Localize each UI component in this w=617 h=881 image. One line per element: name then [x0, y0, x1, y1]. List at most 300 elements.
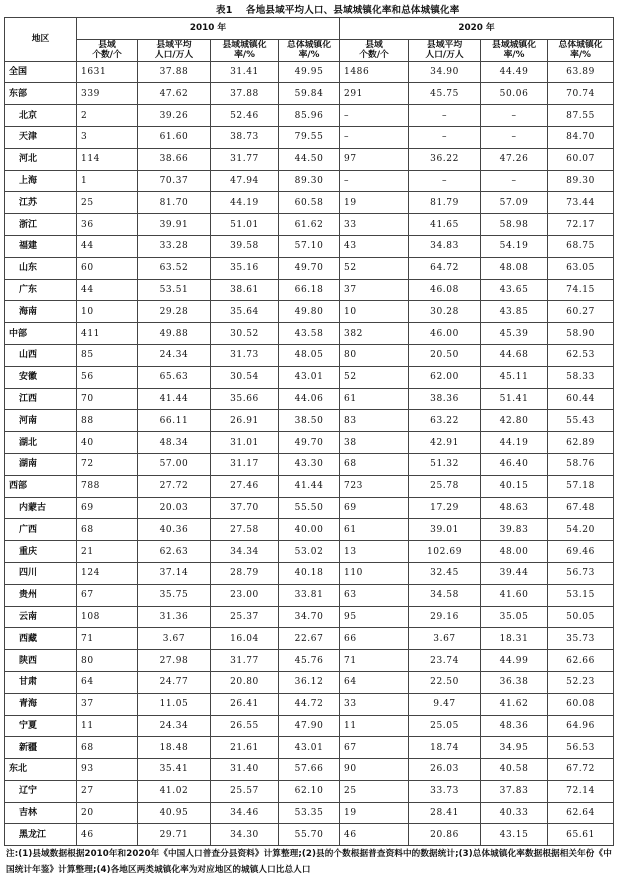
- table-cell: 79.55: [279, 126, 340, 148]
- table-cell: 29.16: [409, 606, 481, 628]
- table-cell: 10: [340, 301, 409, 323]
- table-cell: 36.12: [279, 671, 340, 693]
- table-cell: 68: [340, 453, 409, 475]
- table-cell: 29.28: [138, 301, 211, 323]
- region-name: 甘肃: [5, 671, 77, 693]
- region-name: 山东: [5, 257, 77, 279]
- table-cell: 60.08: [548, 693, 614, 715]
- table-cell: 63.05: [548, 257, 614, 279]
- table-cell: 30.54: [211, 366, 279, 388]
- table-cell: 39.91: [138, 214, 211, 236]
- table-cell: 64.96: [548, 715, 614, 737]
- region-name: 海南: [5, 301, 77, 323]
- header-row-years: [5, 18, 614, 40]
- region-name: 江西: [5, 388, 77, 410]
- table-cell: 37.14: [138, 562, 211, 584]
- table-row: [5, 366, 614, 388]
- table-row: [5, 235, 614, 257]
- region-name: 黑龙江: [5, 824, 77, 846]
- table-cell: 72: [77, 453, 138, 475]
- table-cell: 3.67: [138, 628, 211, 650]
- table-cell: 31.17: [211, 453, 279, 475]
- region-name: 吉林: [5, 802, 77, 824]
- region-name: 西部: [5, 475, 77, 497]
- column-header: [409, 39, 481, 61]
- table-cell: 31.01: [211, 432, 279, 454]
- table-row: [5, 606, 614, 628]
- region-name: 重庆: [5, 541, 77, 563]
- table-cell: 33.73: [409, 780, 481, 802]
- table-row: [5, 759, 614, 781]
- region-name: 内蒙古: [5, 497, 77, 519]
- table-cell: 49.70: [279, 432, 340, 454]
- table-cell: 25.57: [211, 780, 279, 802]
- table-cell: 60.27: [548, 301, 614, 323]
- table-cell: 38.73: [211, 126, 279, 148]
- table-cell: 57.10: [279, 235, 340, 257]
- table-cell: 37.88: [211, 83, 279, 105]
- region-name: 湖北: [5, 432, 77, 454]
- table-cell: 42.91: [409, 432, 481, 454]
- column-header-line: 率/%: [570, 50, 591, 61]
- table-cell: 1: [77, 170, 138, 192]
- table-cell: 16.04: [211, 628, 279, 650]
- column-header: [340, 39, 409, 61]
- table-cell: 49.80: [279, 301, 340, 323]
- table-cell: 40.33: [481, 802, 548, 824]
- table-cell: 26.91: [211, 410, 279, 432]
- column-header-line: 县域: [365, 40, 383, 51]
- table-number: 表1: [216, 5, 233, 16]
- column-header-line: 人口/万人: [154, 50, 194, 61]
- table-cell: 73.44: [548, 192, 614, 214]
- table-cell: 43.58: [279, 323, 340, 345]
- table-row: [5, 432, 614, 454]
- table-cell: 70.37: [138, 170, 211, 192]
- table-cell: 37: [340, 279, 409, 301]
- table-cell: 60.44: [548, 388, 614, 410]
- table-cell: 788: [77, 475, 138, 497]
- column-header-line: 县域城镇化: [492, 40, 537, 51]
- table-cell: 33.28: [138, 235, 211, 257]
- table-cell: 17.29: [409, 497, 481, 519]
- table-cell: 30.28: [409, 301, 481, 323]
- table-cell: 47.90: [279, 715, 340, 737]
- table-cell: 56: [77, 366, 138, 388]
- table-cell: 44.50: [279, 148, 340, 170]
- table-cell: 63.89: [548, 61, 614, 83]
- table-cell: 24.34: [138, 715, 211, 737]
- table-cell: 72.14: [548, 780, 614, 802]
- table-cell: 83: [340, 410, 409, 432]
- table-cell: 97: [340, 148, 409, 170]
- table-cell: 48.63: [481, 497, 548, 519]
- region-name: 西藏: [5, 628, 77, 650]
- table-cell: 28.79: [211, 562, 279, 584]
- table-cell: 25.37: [211, 606, 279, 628]
- table-cell: 48.05: [279, 344, 340, 366]
- table-cell: 56.73: [548, 562, 614, 584]
- column-header-line: 县域城镇化: [222, 40, 267, 51]
- table-cell: 36.38: [481, 671, 548, 693]
- table-row: [5, 715, 614, 737]
- table-cell: 44.99: [481, 650, 548, 672]
- table-cell: 95: [340, 606, 409, 628]
- region-name: 青海: [5, 693, 77, 715]
- region-name: 河北: [5, 148, 77, 170]
- table-cell: 62.66: [548, 650, 614, 672]
- year-2010-header: 2010 年: [77, 18, 340, 40]
- region-name: 中部: [5, 323, 77, 345]
- table-cell: 10: [77, 301, 138, 323]
- table-cell: 30.52: [211, 323, 279, 345]
- table-cell: 54.20: [548, 519, 614, 541]
- region-name: 宁夏: [5, 715, 77, 737]
- table-cell: 35.41: [138, 759, 211, 781]
- column-header: [211, 39, 279, 61]
- table-cell: 37.83: [481, 780, 548, 802]
- table-cell: 45.76: [279, 650, 340, 672]
- table-row: [5, 562, 614, 584]
- table-cell: 61: [340, 388, 409, 410]
- table-cell: 71: [340, 650, 409, 672]
- table-cell: 35.16: [211, 257, 279, 279]
- table-cell: 56.53: [548, 737, 614, 759]
- table-cell: 21: [77, 541, 138, 563]
- table-cell: 53.15: [548, 584, 614, 606]
- table-cell: –: [340, 126, 409, 148]
- table-cell: 27.58: [211, 519, 279, 541]
- table-cell: 25: [77, 192, 138, 214]
- table-row: [5, 584, 614, 606]
- table-row: [5, 497, 614, 519]
- table-cell: 87.55: [548, 105, 614, 127]
- table-cell: 20.03: [138, 497, 211, 519]
- table-cell: 43.65: [481, 279, 548, 301]
- column-header-line: 率/%: [298, 50, 320, 61]
- table-cell: 50.06: [481, 83, 548, 105]
- table-cell: 110: [340, 562, 409, 584]
- table-cell: 40.36: [138, 519, 211, 541]
- table-cell: 57.18: [548, 475, 614, 497]
- table-cell: 67.48: [548, 497, 614, 519]
- table-cell: 48.34: [138, 432, 211, 454]
- table-cell: 46.40: [481, 453, 548, 475]
- table-cell: 44.72: [279, 693, 340, 715]
- table-cell: 67: [77, 584, 138, 606]
- table-cell: 43.01: [279, 366, 340, 388]
- table-cell: 33.81: [279, 584, 340, 606]
- column-header-line: 总体城镇化: [558, 40, 603, 51]
- table-cell: –: [340, 105, 409, 127]
- table-row: [5, 802, 614, 824]
- table-cell: 80: [77, 650, 138, 672]
- table-cell: 66.11: [138, 410, 211, 432]
- region-name: 天津: [5, 126, 77, 148]
- table-cell: 25: [340, 780, 409, 802]
- table-cell: 81.79: [409, 192, 481, 214]
- table-cell: 49.88: [138, 323, 211, 345]
- table-cell: 46: [340, 824, 409, 846]
- table-row: [5, 824, 614, 846]
- region-name: 陕西: [5, 650, 77, 672]
- table-cell: 20.80: [211, 671, 279, 693]
- column-header: [138, 39, 211, 61]
- table-row: [5, 344, 614, 366]
- table-cell: –: [340, 170, 409, 192]
- table-cell: 85.96: [279, 105, 340, 127]
- table-cell: 45.11: [481, 366, 548, 388]
- column-header-line: 县域平均: [426, 40, 463, 51]
- table-cell: 61.60: [138, 126, 211, 148]
- table-cell: 40.15: [481, 475, 548, 497]
- table-cell: 58.76: [548, 453, 614, 475]
- table-cell: 62.89: [548, 432, 614, 454]
- table-cell: 291: [340, 83, 409, 105]
- table-cell: 52.46: [211, 105, 279, 127]
- table-cell: 34.34: [211, 541, 279, 563]
- table-cell: 41.02: [138, 780, 211, 802]
- table-cell: 11: [340, 715, 409, 737]
- region-name: 江苏: [5, 192, 77, 214]
- table-cell: 71: [77, 628, 138, 650]
- table-row: [5, 519, 614, 541]
- table-cell: 70: [77, 388, 138, 410]
- table-cell: 68.75: [548, 235, 614, 257]
- table-cell: 9.47: [409, 693, 481, 715]
- table-cell: 22.50: [409, 671, 481, 693]
- table-cell: 114: [77, 148, 138, 170]
- table-cell: 3: [77, 126, 138, 148]
- column-header-line: 个数/个: [359, 50, 389, 61]
- table-cell: 31.73: [211, 344, 279, 366]
- table-cell: 27.46: [211, 475, 279, 497]
- region-name: 广西: [5, 519, 77, 541]
- table-cell: 42.80: [481, 410, 548, 432]
- table-cell: 34.83: [409, 235, 481, 257]
- column-header: [279, 39, 340, 61]
- table-cell: 43.30: [279, 453, 340, 475]
- table-cell: 90: [340, 759, 409, 781]
- table-cell: 62.10: [279, 780, 340, 802]
- table-cell: 40: [77, 432, 138, 454]
- table-cell: 3.67: [409, 628, 481, 650]
- table-cell: 44: [77, 279, 138, 301]
- table-row: [5, 301, 614, 323]
- table-cell: 39.83: [481, 519, 548, 541]
- table-cell: 69: [340, 497, 409, 519]
- table-cell: 23.00: [211, 584, 279, 606]
- table-row: [5, 650, 614, 672]
- table-row: [5, 475, 614, 497]
- table-cell: 1631: [77, 61, 138, 83]
- table-cell: 52: [340, 366, 409, 388]
- table-cell: 24.77: [138, 671, 211, 693]
- table-cell: 32.45: [409, 562, 481, 584]
- table-cell: 68: [77, 737, 138, 759]
- table-cell: 44.19: [481, 432, 548, 454]
- column-header-line: 人口/万人: [425, 50, 464, 61]
- table-cell: 70.74: [548, 83, 614, 105]
- table-cell: 411: [77, 323, 138, 345]
- table-cell: 63.52: [138, 257, 211, 279]
- table-cell: 19: [340, 192, 409, 214]
- table-cell: 51.41: [481, 388, 548, 410]
- table-cell: 59.84: [279, 83, 340, 105]
- table-cell: 60.58: [279, 192, 340, 214]
- table-cell: 31.41: [211, 61, 279, 83]
- table-cell: 61.62: [279, 214, 340, 236]
- table-row: [5, 105, 614, 127]
- column-header: [77, 39, 138, 61]
- region-name: 新疆: [5, 737, 77, 759]
- table-cell: 49.70: [279, 257, 340, 279]
- table-cell: 723: [340, 475, 409, 497]
- table-cell: 89.30: [548, 170, 614, 192]
- table-cell: 48.08: [481, 257, 548, 279]
- table-cell: 37.88: [138, 61, 211, 83]
- table-row: [5, 693, 614, 715]
- table-note: 注:(1)县域数据根据2010年和2020年《中国人口普查分县资料》计算整理;(2)县的个数根据普查资料中的数据统计;(3)总体城镇化率数据根据相关年份《中国统计年鉴》计算整理;(4)各地区两类城镇化率为对应地区的城镇人口比总人口: [6, 849, 612, 875]
- table-cell: 57.09: [481, 192, 548, 214]
- table-cell: –: [409, 105, 481, 127]
- table-cell: 31.36: [138, 606, 211, 628]
- table-cell: 25.78: [409, 475, 481, 497]
- table-cell: 54.19: [481, 235, 548, 257]
- table-cell: 47.94: [211, 170, 279, 192]
- table-cell: 58.98: [481, 214, 548, 236]
- table-cell: 80: [340, 344, 409, 366]
- table-cell: 35.75: [138, 584, 211, 606]
- table-cell: –: [481, 126, 548, 148]
- region-name: 东北: [5, 759, 77, 781]
- table-cell: 35.64: [211, 301, 279, 323]
- table-cell: 72.17: [548, 214, 614, 236]
- table-cell: 43: [340, 235, 409, 257]
- table-cell: 49.95: [279, 61, 340, 83]
- column-header-line: 率/%: [234, 50, 255, 61]
- region-name: 东部: [5, 83, 77, 105]
- table-cell: 55.50: [279, 497, 340, 519]
- region-name: 四川: [5, 562, 77, 584]
- table-cell: 52.23: [548, 671, 614, 693]
- table-cell: 44.68: [481, 344, 548, 366]
- table-cell: 62.53: [548, 344, 614, 366]
- table-cell: 61: [340, 519, 409, 541]
- table-cell: 38.61: [211, 279, 279, 301]
- table-cell: 46.00: [409, 323, 481, 345]
- table-cell: 65.61: [548, 824, 614, 846]
- table-row: [5, 61, 614, 83]
- table-cell: 27.98: [138, 650, 211, 672]
- table-cell: 40.18: [279, 562, 340, 584]
- table-cell: 18.48: [138, 737, 211, 759]
- table-cell: 40.58: [481, 759, 548, 781]
- table-row: [5, 388, 614, 410]
- column-header-line: 总体城镇化: [287, 40, 332, 51]
- table-cell: 35.66: [211, 388, 279, 410]
- table-cell: 55.70: [279, 824, 340, 846]
- column-header-line: 率/%: [503, 50, 525, 61]
- table-cell: 19: [340, 802, 409, 824]
- table-cell: 18.31: [481, 628, 548, 650]
- column-header: [548, 39, 614, 61]
- table-cell: 22.67: [279, 628, 340, 650]
- table-cell: 27: [77, 780, 138, 802]
- table-cell: 20.86: [409, 824, 481, 846]
- table-cell: 108: [77, 606, 138, 628]
- urbanization-table: [4, 17, 614, 846]
- header-row-columns: [5, 39, 614, 61]
- table-cell: 40.95: [138, 802, 211, 824]
- table-cell: 41.44: [279, 475, 340, 497]
- table-cell: 58.33: [548, 366, 614, 388]
- year-2020-header: 2020 年: [340, 18, 614, 40]
- table-cell: 34.70: [279, 606, 340, 628]
- table-cell: 36.22: [409, 148, 481, 170]
- table-cell: 35.73: [548, 628, 614, 650]
- table-cell: –: [481, 170, 548, 192]
- table-row: [5, 541, 614, 563]
- table-cell: 26.03: [409, 759, 481, 781]
- table-row: [5, 126, 614, 148]
- table-cell: 24.34: [138, 344, 211, 366]
- column-header-line: 县域平均: [156, 40, 192, 51]
- table-cell: 44.49: [481, 61, 548, 83]
- table-row: [5, 148, 614, 170]
- table-cell: 81.70: [138, 192, 211, 214]
- table-cell: 35.05: [481, 606, 548, 628]
- region-name: 贵州: [5, 584, 77, 606]
- region-name: 山西: [5, 344, 77, 366]
- table-cell: 69.46: [548, 541, 614, 563]
- table-cell: 39.01: [409, 519, 481, 541]
- table-cell: 124: [77, 562, 138, 584]
- region-header: 地区: [5, 18, 77, 62]
- table-cell: 39.44: [481, 562, 548, 584]
- table-cell: 41.60: [481, 584, 548, 606]
- table-cell: 64.72: [409, 257, 481, 279]
- table-cell: 63: [340, 584, 409, 606]
- table-row: [5, 192, 614, 214]
- table-row: [5, 453, 614, 475]
- table-cell: 382: [340, 323, 409, 345]
- table-cell: 38.66: [138, 148, 211, 170]
- table-cell: 48.36: [481, 715, 548, 737]
- region-name: 浙江: [5, 214, 77, 236]
- table-cell: 62.64: [548, 802, 614, 824]
- table-cell: 33: [340, 214, 409, 236]
- table-cell: 57.00: [138, 453, 211, 475]
- table-cell: 64: [77, 671, 138, 693]
- table-cell: 47.26: [481, 148, 548, 170]
- table-row: [5, 279, 614, 301]
- table-row: [5, 410, 614, 432]
- table-cell: 43.01: [279, 737, 340, 759]
- table-cell: 38.50: [279, 410, 340, 432]
- table-cell: 51.32: [409, 453, 481, 475]
- table-cell: 67.72: [548, 759, 614, 781]
- table-row: [5, 671, 614, 693]
- table-row: [5, 170, 614, 192]
- table-cell: 67: [340, 737, 409, 759]
- table-cell: 34.46: [211, 802, 279, 824]
- table-cell: 45.39: [481, 323, 548, 345]
- table-cell: 55.43: [548, 410, 614, 432]
- table-cell: 1486: [340, 61, 409, 83]
- table-cell: 2: [77, 105, 138, 127]
- region-name: 河南: [5, 410, 77, 432]
